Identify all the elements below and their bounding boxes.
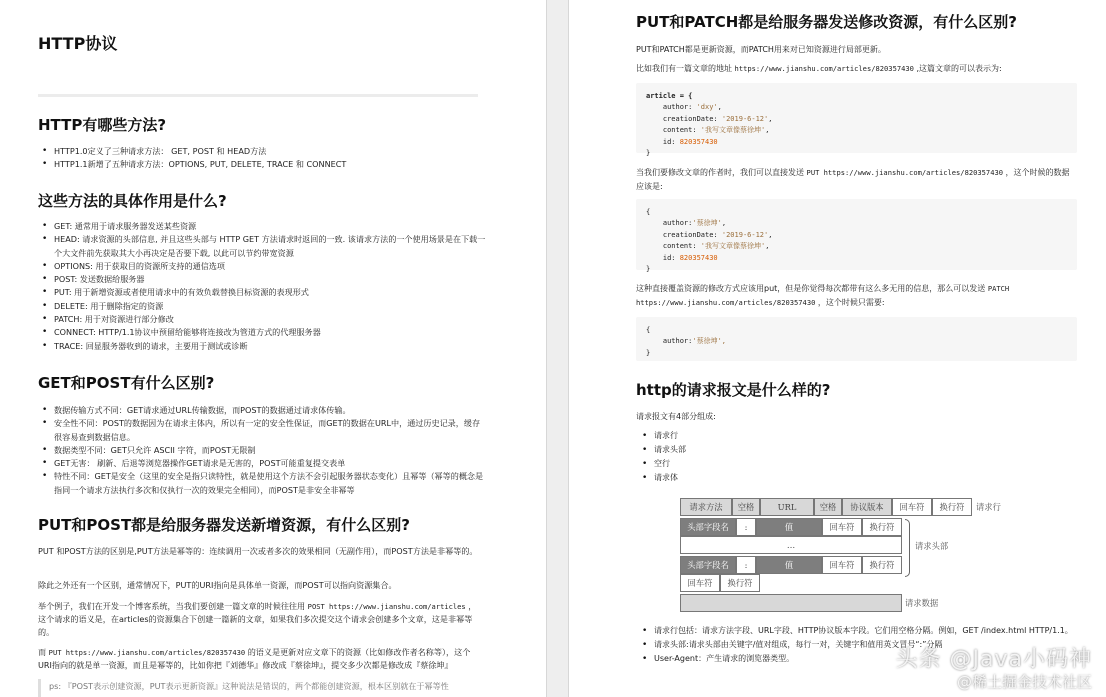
list-item: • 请求行: [654, 429, 1074, 443]
code-number: 820357430: [679, 253, 718, 262]
code-block-patch: [636, 317, 1077, 361]
label-request-data: 请求数据: [905, 598, 939, 608]
list-item: • 请求体: [654, 471, 1074, 485]
list-item: • 请求行包括：请求方法字段、URL字段、HTTP协议版本字段。它们用空格分隔。例如，GET /index.html HTTP/1.1。: [654, 624, 1074, 638]
cell-colon: :: [736, 518, 756, 536]
paragraph: [636, 62, 1076, 76]
list-item: • HTTP1.1新增了五种请求方法：OPTIONS, PUT, DELETE, TRACE 和 CONNECT: [54, 158, 486, 171]
list-item: • TRACE: 回显服务器收到的请求，主要用于测试或诊断: [54, 340, 486, 353]
cell-url: URL: [760, 498, 814, 516]
cell-colon: :: [736, 556, 756, 574]
text: 举个例子，我们在开发一个博客系统，当我们要创建一篇文章的时候往往用: [38, 601, 308, 611]
text: 这种直接覆盖资源的修改方式应该用put，但是你觉得每次都带有这么多无用的信息，那么可以发送: [636, 284, 988, 293]
code-key: content:: [662, 126, 701, 135]
cell-lf: 换行符: [862, 556, 902, 574]
text: 而: [38, 647, 49, 657]
left-page[interactable]: [0, 0, 546, 697]
cell-ellipsis: …: [680, 536, 902, 554]
text: ,这篇文章的可以表示为:: [913, 64, 1002, 73]
cell-request-body: [680, 594, 902, 612]
list-item: • GET: 通常用于请求服务器发送某些资源: [54, 220, 486, 233]
cell-cr: 回车符: [822, 518, 862, 536]
text: ，这个请求的语义是，在articles的资源集合下创建一篇新的文章，如果我们多次提交这个请求会创建多个文章，这是非幂等的。: [38, 601, 477, 638]
list-item: • 数据传输方式不同：GET请求通过URL传输数据，而POST的数据通过请求体传输。: [54, 404, 486, 417]
cell-cr: 回车符: [822, 556, 862, 574]
list-item: • PUT: 用于新增资源或者使用请求中的有效负载替换目标资源的表现形式: [54, 286, 486, 299]
list-item: • 数据类型不同：GET只允许 ASCII 字符，而POST无限制: [54, 444, 486, 457]
list-item: • 安全性不同：POST的数据因为在请求主体内，所以有一定的安全性保证，而GET的数据在URL中，通过历史记录，缓存很容易查到数据信息。: [54, 417, 486, 444]
code-string: '我写文章像蔡徐坤': [700, 126, 766, 135]
code-line: }: [646, 265, 651, 274]
cell-lf: 换行符: [932, 498, 972, 516]
code-number: 820357430: [679, 137, 718, 146]
code-line: }: [646, 149, 651, 158]
paragraph: PUT 和POST方法的区别是,PUT方法是幂等的：连续调用一次或者多次的效果相同（无副作用），而POST方法是非幂等的。: [38, 546, 478, 556]
code-key: author:: [662, 103, 697, 112]
heading-http-methods: HTTP有哪些方法?: [38, 116, 167, 134]
cell-value: 值: [756, 556, 822, 574]
text: ，这个时候的数据应该是:: [636, 168, 1070, 191]
code-block-article: article = { author: 'dxy', creationDate: '2019-6-12', content: '我写文章像蔡徐坤', id: 820357430 }: [636, 83, 1077, 153]
inline-code: POST https://www.jianshu.com/articles: [307, 602, 466, 611]
text: 当我们要修改文章的作者时，我们可以直接发送: [636, 168, 807, 177]
heading-get-vs-post: GET和POST有什么区别?: [38, 374, 215, 392]
get-vs-post-list: [54, 404, 486, 497]
text: 比如我们有一篇文章的地址: [636, 64, 735, 73]
watermark-author: 头条 @Java小码神: [895, 647, 1092, 672]
text: ，这个时候只需要:: [815, 298, 885, 307]
paragraph: 请求报文有4部分组成:: [636, 412, 716, 421]
cell-lf: 换行符: [720, 574, 760, 592]
heading-method-purposes: 这些方法的具体作用是什么?: [38, 192, 227, 210]
code-string: '我写文章像蔡徐坤': [700, 242, 766, 251]
code-line: {: [646, 208, 651, 216]
cell-value: 值: [756, 518, 822, 536]
cell-header-name: 头部字段名: [680, 556, 736, 574]
watermark: [896, 647, 1092, 691]
paragraph: PUT和PATCH都是更新资源，而PATCH用来对已知资源进行局部更新。: [636, 45, 886, 54]
inline-code: PUT https://www.jianshu.com/articles/820357430: [806, 168, 1004, 177]
request-parts-list: [654, 429, 1074, 485]
label-request-line: 请求行: [976, 502, 1001, 512]
right-page[interactable]: [569, 0, 1106, 697]
heading-request-message: http的请求报文是什么样的?: [636, 381, 831, 399]
code-key: creationDate:: [662, 230, 722, 239]
cell-request-method: 请求方法: [680, 498, 732, 516]
code-line: {: [646, 326, 651, 334]
cell-protocol-version: 协议版本: [842, 498, 892, 516]
code-line: }: [646, 348, 651, 357]
paragraph: [636, 282, 1076, 310]
list-item: • CONNECT: HTTP/1.1协议中预留给能够将连接改为管道方式的代理服务器: [54, 326, 486, 339]
request-message-diagram: [680, 498, 1040, 616]
list-item: • 空行: [654, 457, 1074, 471]
brace-request-header: [905, 519, 910, 577]
code-key: author:: [662, 219, 693, 228]
inline-code: PATCH: [987, 284, 1010, 293]
paragraph: 除此之外还有一个区别，通常情况下，PUT的URI指向是具体单一资源，而POST可以指向资源集合。: [38, 580, 397, 590]
code-key: creationDate:: [662, 114, 722, 123]
inline-code: PUT https://www.jianshu.com/articles/820357430: [48, 648, 246, 657]
list-item: • 特性不同：GET是安全（这里的安全是指只读特性，就是使用这个方法不会引起服务器状态变化）且幂等（幂等的概念是指同一个请求方法执行多次和仅执行一次的效果完全相同），而POST是非安全非幂等: [54, 470, 486, 497]
cell-space: 空格: [732, 498, 760, 516]
code-key: content:: [662, 242, 701, 251]
blockquote: ps: 『POST表示创建资源，PUT表示更新资源』这种说法是错误的，两个都能创建资源，根本区别就在于幂等性: [38, 679, 494, 697]
code-string: '2019-6-12': [721, 114, 769, 123]
label-request-header: 请求头部: [915, 541, 949, 551]
cell-header-name: 头部字段名: [680, 518, 736, 536]
list-item: • POST: 发送数据给服务器: [54, 273, 486, 286]
text: 的语义是更新对应文章下的资源（比如修改作者名称等），这个URI指向的就是单一资源，而且是幂等的，比如你把『刘德华』修改成『蔡徐坤』，提交多少次都是修改成『蔡徐坤』: [38, 647, 471, 671]
watermark-site: @稀土掘金技术社区: [956, 673, 1092, 691]
list-item: • 请求头部:请求头部由关键字/值对组成，每行一对，关键字和值用英文冒号“:”分隔: [654, 638, 1074, 652]
divider: [38, 94, 478, 97]
heading-put-vs-post: PUT和POST都是给服务器发送新增资源，有什么区别?: [38, 516, 410, 534]
list-item: • User-Agent：产生请求的浏览器类型。: [654, 652, 1074, 666]
document-title: HTTP协议: [38, 34, 118, 53]
list-item: • HTTP1.0定义了三种请求方法： GET, POST 和 HEAD方法: [54, 145, 486, 158]
cell-cr: 回车符: [892, 498, 932, 516]
paragraph: [636, 166, 1076, 194]
list-item: • PATCH: 用于对资源进行部分修改: [54, 313, 486, 326]
code-string: '蔡徐坤': [692, 219, 722, 228]
code-key: id:: [662, 253, 680, 262]
cell-cr: 回车符: [680, 574, 720, 592]
heading-put-vs-patch: PUT和PATCH都是给服务器发送修改资源，有什么区别?: [636, 13, 1017, 31]
list-item: • 请求头部: [654, 443, 1074, 457]
list-item: • OPTIONS: 用于获取目的资源所支持的通信选项: [54, 260, 486, 273]
code-string: '2019-6-12': [721, 230, 769, 239]
code-block-put: { author:'蔡徐坤', creationDate: '2019-6-12', content: '我写文章像蔡徐坤', id: 820357430 }: [636, 199, 1077, 270]
paragraph: [38, 646, 483, 672]
list-item: • HEAD: 请求资源的头部信息, 并且这些头部与 HTTP GET 方法请求时返回的一致. 该请求方法的一个使用场景是在下载一个大文件前先获取其大小再决定是否要下载, 以此可以节约带宽资源: [54, 233, 486, 260]
code-key: author:: [662, 337, 693, 346]
inline-code: https://www.jianshu.com/articles/820357430: [734, 64, 914, 73]
inline-code: https://www.jianshu.com/articles/820357430: [636, 298, 816, 307]
cell-lf: 换行符: [862, 518, 902, 536]
code-line: article = {: [646, 92, 693, 100]
code-string: '蔡徐坤',: [692, 337, 727, 346]
code-string: 'dxy': [696, 103, 718, 112]
http-methods-list: [54, 145, 486, 172]
list-item: • GET无害： 刷新、后退等浏览器操作GET请求是无害的，POST可能重复提交表单: [54, 457, 486, 470]
list-item: • DELETE: 用于删除指定的资源: [54, 300, 486, 313]
code-key: id:: [662, 137, 680, 146]
cell-space: 空格: [814, 498, 842, 516]
method-purposes-list: [54, 220, 486, 353]
paragraph: [38, 600, 483, 640]
